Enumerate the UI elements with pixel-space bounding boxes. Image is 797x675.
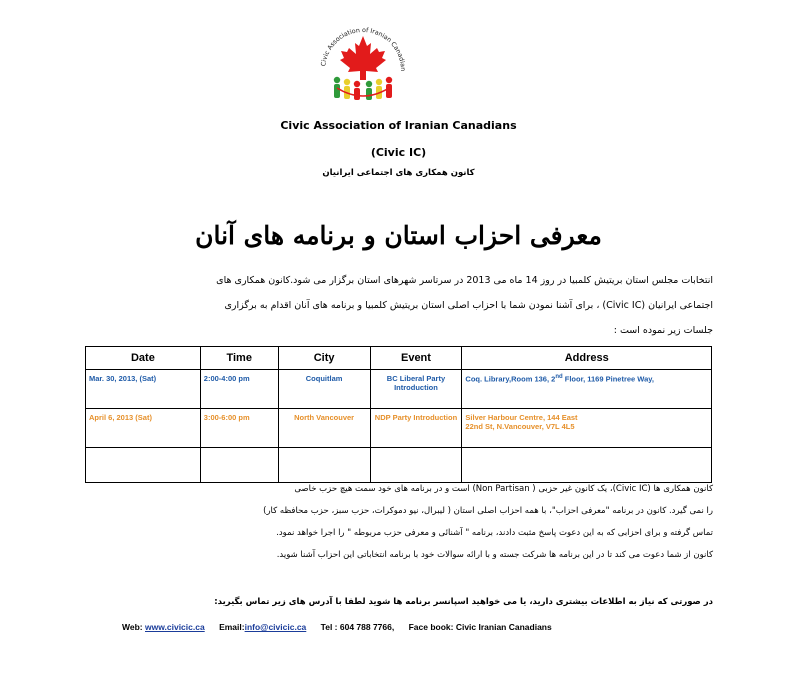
address-tail: Floor, 1169 Pinetree Way,: [564, 374, 654, 384]
body-line: کانون همکاری ها (Civic IC)، یک کانون غیر حزبی ( Non Partisan) است و در برنامه های خود سمت هیچ حزب خاصی: [294, 484, 713, 494]
column-header-address: Address: [462, 347, 712, 370]
body-line: کانون از شما دعوت می کند تا در این برنامه ها شرکت جسته و با ارائه سوالات خود با برنامه انتخاباتی این احزاب آشنا شوید.: [276, 550, 713, 560]
logo-arc-text: Civic Association of Iranian Canadian: [320, 26, 407, 72]
body-paragraph: [85, 478, 713, 566]
cell-time: 3:00-6:00 pm: [200, 409, 278, 448]
cell-event: BC Liberal Party Introduction: [370, 370, 462, 409]
people-figures-icon: [334, 77, 392, 100]
column-header-city: City: [278, 347, 370, 370]
body-line: را نمی گیرد. کانون در برنامه "معرفی احزاب"، با همه احزاب اصلی استان ( لیبرال، نیو دموکرات، حزب سبز، حزب محافظه کار): [263, 506, 713, 516]
events-table: [85, 346, 712, 483]
column-header-date: Date: [86, 347, 201, 370]
intro-line: انتخابات مجلس استان بریتیش کلمبیا در روز 14 ماه می 2013 در سرتاسر شهرهای استان برگزار می شود.کانون همکاری های: [216, 275, 713, 286]
telephone-text: Tel : 604 788 7766,: [320, 622, 395, 632]
cell-date: April 6, 2013 (Sat): [86, 409, 201, 448]
organization-name-english: Civic Association of Iranian Canadians: [280, 119, 517, 132]
address-main: Coq. Library,Room 136, 2: [465, 374, 556, 384]
cell-time: 2:00-4:00 pm: [200, 370, 278, 409]
cell-address: [462, 409, 712, 448]
table-header-row: [86, 347, 712, 370]
cell-city: North Vancouver: [278, 409, 370, 448]
email-link[interactable]: info@civicic.ca: [244, 622, 307, 632]
contact-line: [122, 622, 552, 632]
maple-leaf-icon: [340, 36, 386, 80]
email-label: Email:: [219, 622, 245, 632]
cell-city: Coquitlam: [278, 370, 370, 409]
address-superscript: nd: [555, 374, 563, 380]
organization-name-persian: کانون همکاری های اجتماعی ایرانیان: [322, 168, 475, 178]
cell-date: Mar. 30, 2013, (Sat): [86, 370, 201, 409]
intro-line: اجتماعی ایرانیان (Civic IC) ، برای آشنا نمودن شما با احزاب اصلی استان بریتیش کلمبیا و برنامه های آنان اقدام به برگزاری: [224, 300, 713, 311]
web-link[interactable]: www.civicic.ca: [145, 622, 205, 632]
column-header-time: Time: [200, 347, 278, 370]
table-row: [86, 370, 712, 409]
contact-note: در صورتی که نیاز به اطلاعات بیشتری دارید، یا می خواهید اسپانسر برنامه ها شوید لطفا با آدرس های زیر تماس بگیرید:: [214, 597, 713, 607]
address-main: Silver Harbour Centre, 144 East: [465, 413, 578, 422]
cell-address: [462, 370, 712, 409]
address-tail: 22nd St, N.Vancouver, V7L 4L5: [465, 422, 575, 431]
table-row: [86, 409, 712, 448]
web-label: Web:: [122, 622, 143, 632]
facebook-text: Face book: Civic Iranian Canadians: [408, 622, 552, 632]
page-title: معرفی احزاب استان و برنامه های آنان: [195, 221, 602, 250]
body-line: تماس گرفته و برای احزابی که به این دعوت پاسخ مثبت دادند، برنامه " آشنائی و معرفی حزب مربوطه " را اجرا خواهد نمود.: [276, 528, 713, 538]
intro-line: جلسات زیر نموده است :: [613, 325, 713, 336]
cell-event: NDP Party Introduction: [370, 409, 462, 448]
organization-logo: [315, 20, 411, 116]
intro-paragraph: [85, 268, 713, 343]
column-header-event: Event: [370, 347, 462, 370]
organization-short-name: (Civic IC): [370, 146, 427, 159]
